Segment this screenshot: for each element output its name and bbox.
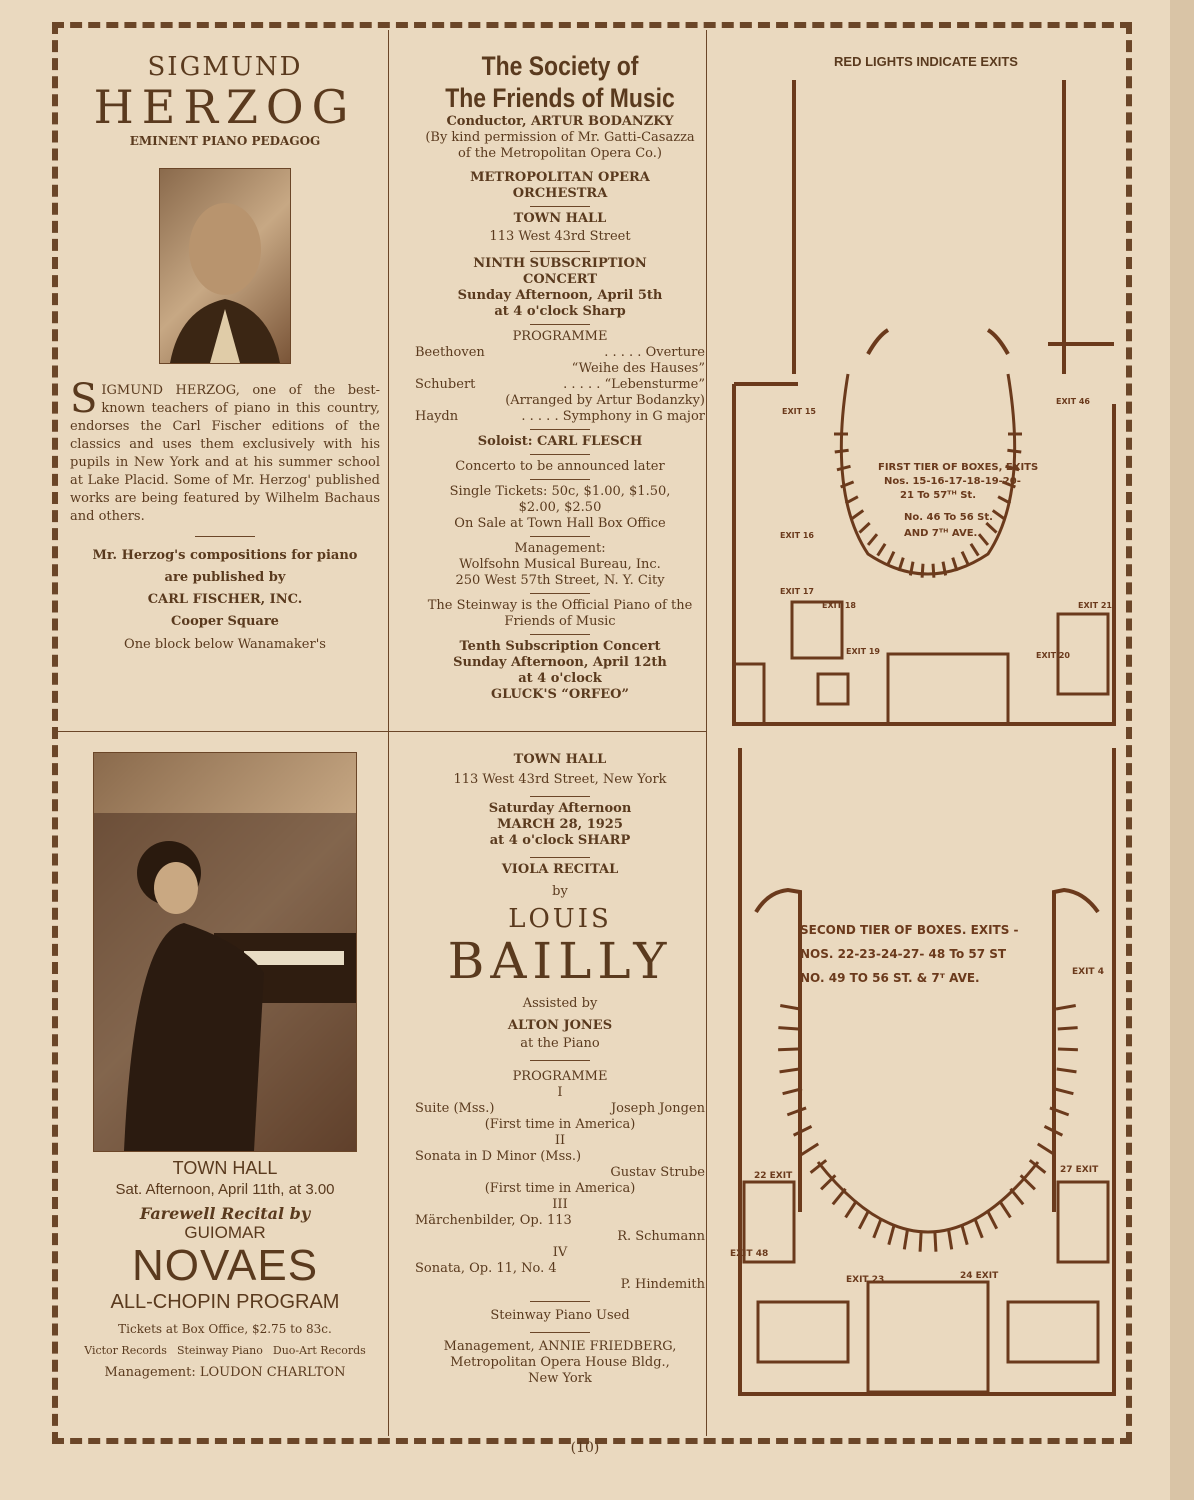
program-note: (Arranged by Artur Bodanzky): [505, 393, 705, 408]
friends-permission: (By kind permission of Mr. Gatti-Casazza of the Metropolitan Opera Co.): [425, 130, 695, 161]
box-seat-mark: [920, 1232, 921, 1252]
herzog-publisher: CARL FISCHER, INC.: [147, 592, 303, 607]
bailly-address: 113 West 43rd Street, New York: [453, 772, 667, 787]
friends-concert-2: CONCERT: [522, 272, 598, 287]
box-seat-mark: [935, 1232, 936, 1252]
bailly-composer: P. Hindemith: [620, 1277, 705, 1292]
novaes-records-2: Steinway Piano: [176, 1344, 263, 1357]
first-tier-text-2: Nos. 15-16-17-18-19-20-: [884, 476, 1021, 487]
exit-20-label: EXIT 20: [1036, 651, 1070, 660]
friends-program-item: [415, 409, 705, 425]
exit-24-label: 24 EXIT: [960, 1271, 999, 1281]
novaes-tickets: Tickets at Box Office, $2.75 to 83c.: [118, 1322, 332, 1336]
box-seat-mark: [889, 1225, 894, 1244]
first-tier-floor-plan: [728, 74, 1120, 736]
friends-tickets-1: Single Tickets: 50c, $1.00, $1.50,: [449, 484, 671, 499]
exit-16-label: EXIT 16: [780, 531, 814, 540]
novaes-date: Sat. Afternoon, April 11th, at 3.00: [115, 1181, 335, 1198]
box-seat-mark: [1021, 1175, 1035, 1189]
friends-venue: TOWN HALL: [513, 211, 607, 226]
box-seat-mark: [846, 1201, 857, 1218]
friends-next-1: Tenth Subscription Concert: [459, 639, 661, 654]
page-number: (10): [570, 1440, 600, 1456]
friends-title-1: The Society of: [481, 51, 639, 81]
herzog-comp-line1: Mr. Herzog's compositions for piano: [92, 548, 358, 563]
exit-19-label: EXIT 19: [846, 647, 880, 656]
program-work: . . . . . Symphony in G major: [521, 409, 705, 424]
plans-header: RED LIGHTS INDICATE EXITS: [834, 54, 1018, 69]
novaes-event: Farewell Recital by: [139, 1204, 311, 1223]
program-composer: Beethoven: [415, 345, 485, 360]
exit-46-label: EXIT 46: [1056, 397, 1090, 406]
bailly-composer: Joseph Jongen: [610, 1101, 705, 1116]
friends-concert-1: NINTH SUBSCRIPTION: [473, 256, 647, 271]
box-seat-mark: [975, 1219, 982, 1238]
box-seat-mark: [1054, 1089, 1073, 1094]
exit-48-label: EXIT 48: [730, 1249, 769, 1259]
box-seat-mark: [1058, 1049, 1078, 1050]
bailly-composer-line: [415, 1165, 705, 1181]
friends-mgmt-label: Management:: [514, 541, 606, 556]
herzog-drop-cap: S: [70, 376, 98, 422]
herzog-bio: IGMUND HERZOG, one of the best-known teachers of piano in this country, endorses the Carl Fischer editions of the classics and uses them exclusively with his pupils in New York and at his summer school at Lake Placid. Some of Mr. Herzog' published works are being featured by Wilhelm Bachaus and others.: [70, 383, 380, 524]
column-divider: [388, 30, 389, 1436]
novaes-records-3: Duo-Art Records: [272, 1344, 366, 1357]
second-tier-text-3: NO. 49 TO 56 ST. & 7ᵀ AVE.: [800, 971, 980, 985]
box-seat-mark: [1056, 1006, 1076, 1009]
herzog-comp-line2: are published by: [164, 570, 286, 585]
bailly-programme-label: PROGRAMME: [512, 1069, 608, 1084]
box-seat-mark: [833, 1189, 846, 1204]
herzog-location: One block below Wanamaker's: [124, 637, 326, 652]
novaes-management: Management: LOUDON CHARLTON: [104, 1365, 346, 1380]
bailly-ad: [415, 752, 705, 1387]
friends-steinway: The Steinway is the Official Piano of the Friends of Music: [427, 598, 693, 629]
program-work: . . . . . “Lebensturme”: [563, 377, 705, 392]
exit-23-label: EXIT 23: [846, 1275, 885, 1285]
friends-soloist: Soloist: CARL FLESCH: [477, 434, 643, 449]
box-seat-mark: [778, 1028, 798, 1029]
bailly-work: Suite (Mss.): [415, 1101, 495, 1116]
bailly-day: Saturday Afternoon: [488, 801, 632, 816]
program-composer: Schubert: [415, 377, 476, 392]
second-tier-text-1: SECOND TIER OF BOXES. EXITS -: [800, 923, 1019, 937]
box-seat-mark: [780, 1006, 800, 1009]
bailly-work: Märchenbilder, Op. 113: [415, 1213, 572, 1228]
box-seat-mark: [1058, 1028, 1078, 1029]
bailly-composer: R. Schumann: [617, 1229, 705, 1244]
box-seat-mark: [922, 564, 923, 578]
herzog-ad: [70, 52, 380, 653]
box-seat-mark: [986, 523, 996, 533]
bailly-date: MARCH 28, 1925: [497, 817, 623, 832]
pianist-figure: [94, 753, 356, 1151]
box-seat-mark: [780, 1069, 800, 1072]
bailly-program-number: III: [552, 1197, 568, 1212]
bailly-type: VIOLA RECITAL: [501, 862, 619, 877]
bailly-note: (First time in America): [484, 1181, 636, 1196]
program-work: . . . . . Overture: [604, 345, 705, 360]
box-seat-mark: [1011, 1189, 1024, 1204]
bailly-composer-line: [415, 1277, 705, 1293]
herzog-last-name: HERZOG: [93, 80, 357, 134]
first-tier-text-1: FIRST TIER OF BOXES, EXITS: [878, 462, 1039, 473]
bailly-program-item: [415, 1261, 705, 1277]
box-seat-mark: [933, 564, 934, 578]
friends-mgmt-1: Wolfsohn Musical Bureau, Inc.: [459, 557, 661, 572]
box-seat-mark: [979, 534, 988, 545]
friends-program-list: [415, 345, 705, 425]
friends-title-2: The Friends of Music: [445, 83, 675, 113]
novaes-program: ALL-CHOPIN PROGRAM: [110, 1291, 340, 1313]
friends-next-3: at 4 o'clock: [518, 671, 602, 686]
bailly-accompanist: ALTON JONES: [507, 1018, 613, 1033]
row-divider: [58, 731, 706, 732]
box-seat-mark: [993, 510, 1004, 518]
box-seat-mark: [878, 544, 886, 556]
bailly-program-item: [415, 1213, 705, 1229]
herzog-first-name: SIGMUND: [147, 52, 303, 82]
box-seat-mark: [868, 534, 877, 545]
first-tier-text-4: No. 46 To 56 St.: [904, 512, 993, 523]
box-seat-mark: [874, 1219, 881, 1238]
novaes-photo: [93, 752, 357, 1152]
novaes-ad: [70, 752, 380, 1380]
friends-program-item: [415, 345, 705, 361]
bailly-work: Sonata in D Minor (Mss.): [415, 1149, 582, 1164]
second-tier-floor-plan: [728, 742, 1120, 1402]
friends-program-item: [415, 377, 705, 393]
box-seat-mark: [852, 510, 863, 518]
box-seat-mark: [801, 1144, 818, 1155]
friends-orchestra-2: ORCHESTRA: [512, 186, 608, 201]
first-tier-text-3: 21 To 57ᵀᴴ St.: [900, 490, 976, 501]
bailly-work: Sonata, Op. 11, No. 4: [415, 1261, 557, 1276]
bailly-venue: TOWN HALL: [513, 752, 607, 767]
exit-4-label: EXIT 4: [1072, 967, 1104, 977]
box-seat-mark: [821, 1175, 835, 1189]
bailly-program-number: II: [554, 1133, 566, 1148]
box-seat-mark: [999, 1201, 1010, 1218]
exit-17-label: EXIT 17: [780, 587, 814, 596]
bailly-mgmt-2: Metropolitan Opera House Bldg.,: [450, 1355, 670, 1370]
bailly-assisted: Assisted by: [522, 996, 598, 1011]
friends-programme-label: PROGRAMME: [512, 329, 608, 344]
box-seat-mark: [787, 1108, 806, 1115]
friends-onsale: On Sale at Town Hall Box Office: [454, 516, 666, 531]
friends-next-4: GLUCK'S “ORFEO”: [491, 687, 629, 702]
novaes-first-name: GUIOMAR: [184, 1223, 266, 1242]
bailly-composer-line: [415, 1229, 705, 1245]
bailly-at-piano: at the Piano: [520, 1036, 600, 1051]
exit-18-label: EXIT 18: [822, 601, 856, 610]
bailly-last-name: BAILLY: [447, 932, 673, 990]
herzog-subtitle: EMINENT PIANO PEDAGOG: [129, 134, 321, 148]
bailly-time: at 4 o'clock SHARP: [489, 833, 631, 848]
bailly-piano: Steinway Piano Used: [490, 1308, 630, 1323]
program-composer: Haydn: [415, 409, 459, 424]
friends-conductor: Conductor, ARTUR BODANZKY: [446, 114, 674, 129]
bailly-composer: Gustav Strube: [610, 1165, 705, 1180]
box-seat-mark: [904, 1230, 907, 1250]
program-note: “Weihe des Hauses”: [571, 361, 705, 376]
box-seat-mark: [859, 523, 869, 533]
box-seat-mark: [835, 450, 849, 452]
box-seat-mark: [962, 1225, 967, 1244]
friends-tickets-2: $2.00, $2.50: [518, 500, 602, 515]
bailly-program-number: I: [557, 1085, 563, 1100]
second-tier-text-2: NOS. 22-23-24-27- 48 To 57 ST: [800, 947, 1007, 961]
bailly-by: by: [552, 884, 568, 899]
box-seat-mark: [778, 1049, 798, 1050]
bailly-mgmt-1: Management, ANNIE FRIEDBERG,: [443, 1339, 677, 1354]
bailly-note: (First time in America): [484, 1117, 636, 1132]
exit-27-label: 27 EXIT: [1060, 1165, 1099, 1175]
friends-date-2: at 4 o'clock Sharp: [494, 304, 626, 319]
exit-22-label: 22 EXIT: [754, 1171, 793, 1181]
friends-venue-address: 113 West 43rd Street: [489, 229, 631, 244]
exit-15-label: EXIT 15: [782, 407, 816, 416]
bailly-first-name: LOUIS: [508, 904, 612, 934]
box-seat-mark: [888, 552, 894, 565]
novaes-last-name: NOVAES: [131, 1241, 319, 1290]
box-seat-mark: [988, 1211, 997, 1229]
first-tier-text-5: AND 7ᵀᴴ AVE.: [904, 528, 978, 539]
bailly-program-number: IV: [552, 1245, 568, 1260]
bailly-program-item: [415, 1101, 705, 1117]
portrait-figure: [160, 169, 290, 363]
box-seat-mark: [859, 1211, 868, 1229]
friends-orchestra-1: METROPOLITAN OPERA: [470, 170, 650, 185]
bailly-mgmt-3: New York: [528, 1371, 592, 1386]
friends-date-1: Sunday Afternoon, April 5th: [457, 288, 663, 303]
box-seat-mark: [949, 1230, 952, 1250]
novaes-venue: TOWN HALL: [172, 1158, 278, 1178]
bailly-program-item: [415, 1149, 705, 1165]
box-seat-mark: [1007, 450, 1021, 452]
box-seat-mark: [971, 544, 979, 556]
bailly-program-list: [415, 1085, 705, 1293]
friends-of-music-ad: [415, 50, 705, 703]
herzog-portrait: [159, 168, 291, 364]
box-seat-mark: [962, 552, 968, 565]
friends-mgmt-2: 250 West 57th Street, N. Y. City: [455, 573, 665, 588]
box-seat-mark: [794, 1126, 812, 1135]
friends-next-2: Sunday Afternoon, April 12th: [453, 655, 667, 670]
novaes-records-1: Victor Records: [84, 1344, 167, 1357]
herzog-address: Cooper Square: [171, 614, 279, 629]
column-divider: [706, 30, 707, 1436]
friends-concerto: Concerto to be announced later: [455, 459, 665, 474]
box-seat-mark: [1057, 1069, 1077, 1072]
exit-21-label: EXIT 21: [1078, 601, 1112, 610]
box-seat-mark: [837, 466, 851, 469]
